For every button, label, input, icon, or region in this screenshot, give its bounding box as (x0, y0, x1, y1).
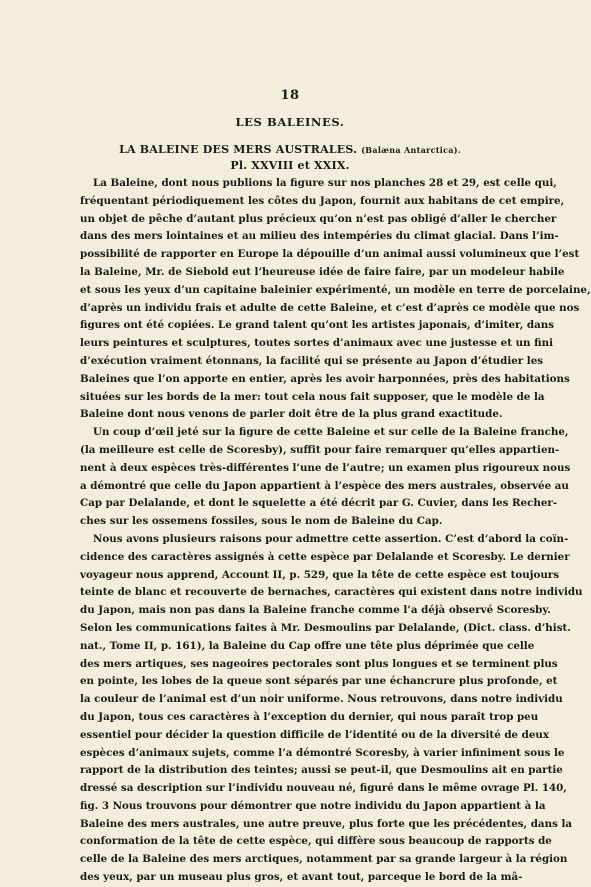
text-line: d’exécution vraiment étonnans, la facilité qui se présente au Japon d’étudier les (80, 354, 544, 367)
text-line: dressé sa description sur l’individu nouveau né, figuré dans le même ovrage Pl. 140, (80, 782, 567, 795)
running-title: LES BALEINES. (235, 115, 345, 129)
text-line: un objet de pêche d’autant plus précieux qu’on n’est pas obligé d’aller le chercher (80, 212, 557, 225)
text-line: cidence des caractères assignés à cette espèce par Delalande et Scoresby. Le dernier (80, 550, 570, 563)
text-line: des mers artiques, ses nageoires pectorales sont plus longues et se terminent plus (80, 657, 558, 670)
text-line: dans des mers lointaines et au milieu des intempéries du climat glacial. Dans l’im- (80, 230, 559, 243)
text-line: situées sur les bords de la mer: tout cela nous fait supposer, que le modèle de la (80, 390, 545, 403)
text-line: Nous avons plusieurs raisons pour admettre cette assertion. C’est d’abord la coïn- (93, 532, 569, 545)
text-line: d’après un individu frais et adulte de cette Baleine, et c’est d’après ce modèle que nos (80, 301, 580, 314)
text-line: la Baleine, Mr. de Siebold eut l’heureuse idée de faire faire, par un modeleur habile (80, 265, 565, 278)
text-line: Un coup d’œil jeté sur la figure de cette Baleine et sur celle de la Baleine franche, (93, 426, 569, 439)
text-line: et sous les yeux d’un capitaine baleinier expérimenté, un modèle en terre de porcelaine, (80, 283, 591, 296)
title-plates: Pl. XXVIII et XXIX. (230, 159, 350, 172)
text-line: ches sur les ossemens fossiles, sous le nom de Baleine du Cap. (80, 515, 443, 528)
text-line: la couleur de l’animal est d’un noir uniforme. Nous retrouvons, dans notre individu (80, 693, 563, 706)
section-title-line (0, 142, 580, 158)
text-line: possibilité de rapporter en Europe la dépouille d’un animal aussi volumineux que l’est (80, 248, 580, 261)
page-number: 18 (280, 88, 300, 103)
body-text (80, 175, 591, 884)
title-species: (Balæna Antarctica). (361, 145, 461, 155)
text-line: La Baleine, dont nous publions la figure sur nos planches 28 et 29, est celle qui, (93, 177, 557, 189)
text-line: espèces d’animaux sujets, comme l’a démontré Scoresby, à varier infiniment sous le (80, 746, 565, 759)
text-line: Cap par Delalande, et dont le squelette a été décrit par G. Cuvier, dans les Recher- (80, 497, 558, 510)
text-line: essentiel pour décider la question difficile de l’identité ou de la diversité de deux (80, 728, 550, 741)
text-line: (la meilleure est celle de Scoresby), suffit pour faire remarquer qu’elles appartien- (80, 443, 560, 456)
text-line: du Japon, tous ces caractères à l’exception du dernier, qui nous paraît trop peu (80, 710, 539, 723)
section-title (0, 142, 580, 174)
text-line: du Japon, mais non pas dans la Baleine franche comme l’a déjà observé Scoresby. (80, 604, 551, 617)
title-main: LA BALEINE DES MERS AUSTRALES. (119, 143, 358, 156)
text-line: celle de la Baleine des mers arctiques, notamment par sa grande largeur à la région (80, 853, 568, 866)
text-line: leurs peintures et sculptures, toutes sortes d’animaux avec une justesse et un fini (80, 337, 554, 350)
text-line: Selon les communications faites à Mr. Desmoulins par Delalande, (Dict. class. d’hist. (80, 621, 571, 634)
text-line: teinte de blanc et recouverte de bernaches, caractères qui existent dans notre individu (80, 586, 583, 599)
footer-mark: ) (267, 686, 271, 696)
text-line: rapport de la distribution des teintes; aussi se peut-il, que Desmoulins ait en partie (80, 764, 563, 777)
text-line: fréquentant périodiquement les côtes du Japon, fournit aux habitans de cet empire, (80, 194, 565, 207)
text-line: en pointe, les lobes de la queue sont séparés par une échancrure plus profonde, et (80, 675, 558, 688)
text-line: voyageur nous apprend, Account II, p. 529, que la tête de cette espèce est toujours (80, 568, 560, 581)
text-line: a démontré que celle du Japon appartient à l’espèce des mers australes, observée au (80, 479, 569, 492)
text-line: Baleine des mers australes, une autre preuve, plus forte que les précédentes, dans la (80, 817, 573, 830)
text-line: nat., Tome II, p. 161), la Baleine du Cap offre une tête plus déprimée que celle (80, 639, 535, 652)
text-line: nent à deux espèces très-différentes l’une de l’autre; un examen plus rigoureux nous (80, 461, 571, 474)
text-line: fig. 3 Nous trouvons pour démontrer que notre individu du Japon appartient à la (80, 799, 546, 812)
text-line: des yeux, par un museau plus gros, et avant tout, parceque le bord de la mâ- (80, 871, 523, 884)
text-line: Baleines que l’on apporte en entier, après les avoir harponnées, près des habitations (80, 372, 570, 385)
text-line: conformation de la tête de cette espèce, qui diffère sous beaucoup de rapports de (80, 835, 552, 848)
text-line: figures ont été copiées. Le grand talent qu’ont les artistes japonais, d’imiter, dans (80, 319, 555, 332)
text-line: Baleine dont nous venons de parler doit être de la plus grand exactitude. (80, 408, 503, 421)
